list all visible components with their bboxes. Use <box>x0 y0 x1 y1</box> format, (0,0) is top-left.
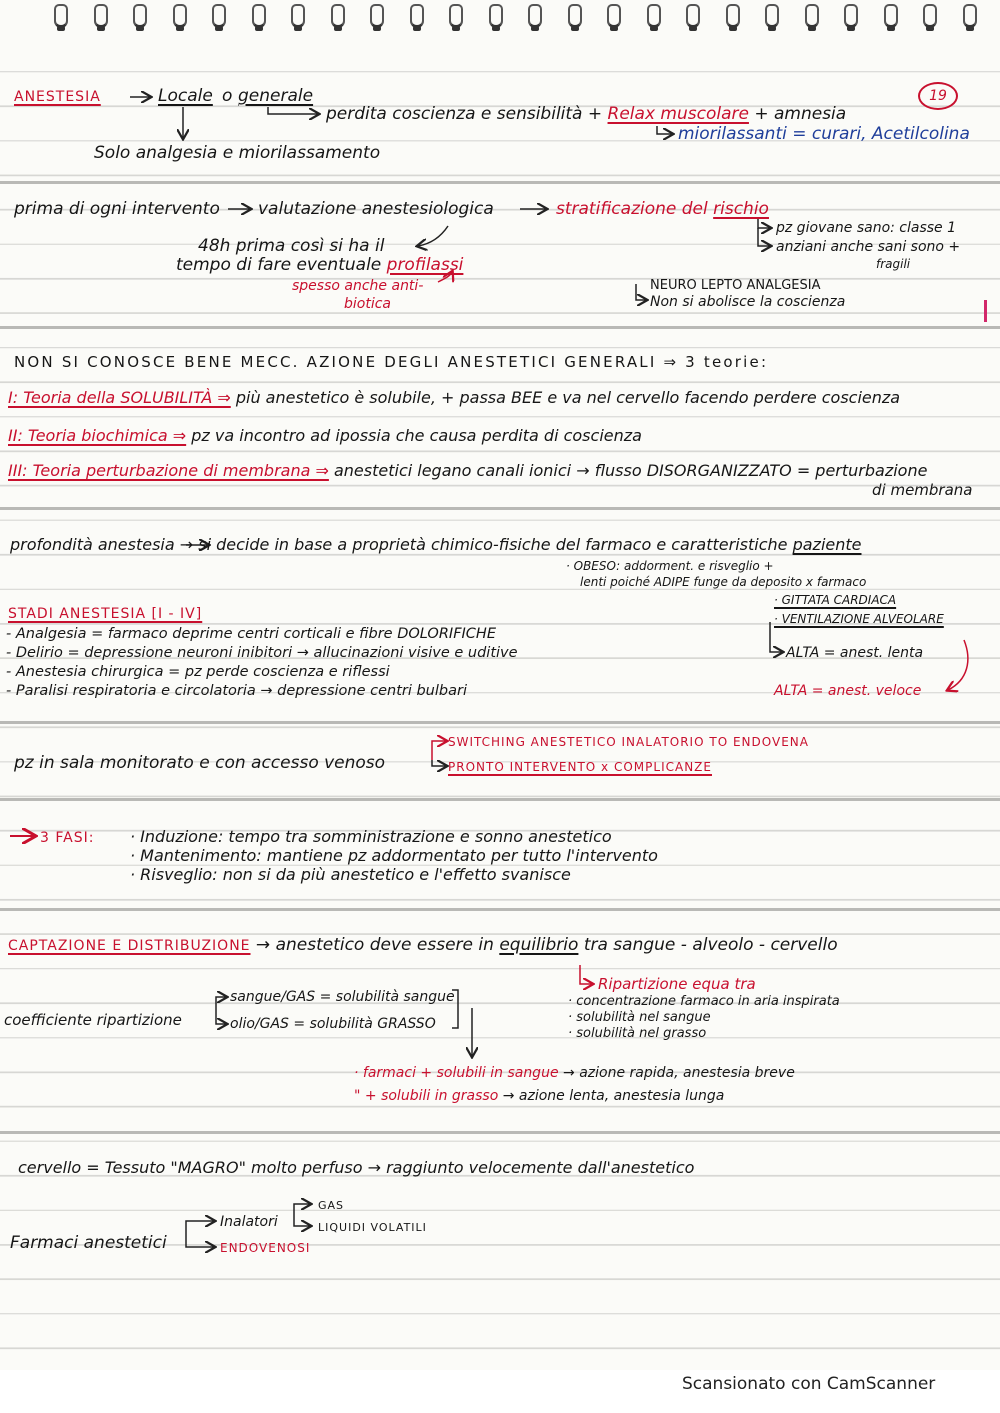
spiral-hole <box>492 26 500 31</box>
farmaci-solubili-sangue: · farmaci + solubili in sangue → azione rapida, anestesia breve <box>354 1065 795 1081</box>
captazione-line: CAPTAZIONE E DISTRIBUZIONE → anestetico deve essere in equilibrio tra sangue - alveolo - cervello <box>8 935 838 955</box>
fragili-note: fragili <box>876 257 911 271</box>
camscanner-footer: Scansionato con CamScanner <box>682 1374 936 1394</box>
list-item: - Anestesia chirurgica = pz perde coscienza e riflessi <box>6 664 390 680</box>
spiral-hole <box>136 26 144 31</box>
spiral-hole <box>610 26 618 31</box>
spiral-hole <box>768 26 776 31</box>
spiral-ring <box>568 4 582 28</box>
spiral-hole <box>294 26 302 31</box>
section-divider <box>0 1131 1000 1134</box>
spiral-ring <box>370 4 384 28</box>
cervello-text: cervello = Tessuto "MAGRO" molto perfuso → raggiunto velocemente dall'anestetico <box>18 1158 695 1177</box>
di-membrana-text: di membrana <box>872 481 973 499</box>
arrow-switching <box>432 741 446 760</box>
arrow-endovenosi <box>186 1242 214 1247</box>
arrow-miorilassanti <box>657 126 672 134</box>
spiral-ring <box>133 4 147 28</box>
48h-text: 48h prima così si ha il <box>198 236 385 256</box>
spiral-hole <box>650 26 658 31</box>
spiral-ring <box>607 4 621 28</box>
spiral-ring <box>923 4 937 28</box>
arrow-rischio-pz <box>758 219 770 228</box>
arrow-coeff-sangue <box>216 997 226 1018</box>
anziani-note: anziani anche sani sono + <box>776 239 961 255</box>
section-divider <box>0 798 1000 801</box>
spiral-hole <box>176 26 184 31</box>
farmaci-solubili-grasso: " + solubili in grasso → azione lenta, anestesia lunga <box>354 1088 725 1104</box>
generale-label: generale <box>238 86 314 106</box>
ripartizione-label: Ripartizione equa tra <box>598 975 756 993</box>
spiral-ring <box>963 4 977 28</box>
o-label: o <box>222 86 233 106</box>
spiral-ring <box>726 4 740 28</box>
section-divider <box>0 181 1000 184</box>
section-divider <box>0 721 1000 724</box>
pz-sala-text: pz in sala monitorato e con accesso venoso <box>14 753 386 773</box>
arrow-generale <box>268 107 318 114</box>
stadi-title: STADI ANESTESIA [I - IV] <box>8 606 203 622</box>
spiral-hole <box>887 26 895 31</box>
list-item: · solubilità nel sangue <box>568 1010 711 1025</box>
prima-text: prima di ogni intervento <box>14 199 220 219</box>
lenti-note: lenti poiché ADIPE funge da deposito x farmaco <box>580 575 867 589</box>
inalatori-label: Inalatori <box>220 1214 278 1230</box>
olio-gas-text: olio/GAS = solubilità GRASSO <box>230 1016 436 1032</box>
arrow-liquidi <box>294 1219 310 1226</box>
arrow-neuro <box>636 284 646 300</box>
pronto-intervento-note: PRONTO INTERVENTO x COMPLICANZE <box>448 760 712 774</box>
stratificazione-text: stratificazione del rischio <box>556 199 769 219</box>
spiral-hole <box>373 26 381 31</box>
spiral-hole <box>689 26 697 31</box>
gas-label: GAS <box>318 1199 345 1212</box>
arrow-coeff-olio <box>216 1018 226 1024</box>
spiral-ring <box>291 4 305 28</box>
arrow-pronto <box>432 760 446 766</box>
spiral-ring <box>331 4 345 28</box>
valutazione-text: valutazione anestesiologica <box>258 199 494 219</box>
spiral-hole <box>926 26 934 31</box>
arrow-gas <box>294 1204 310 1219</box>
spiral-ring <box>54 4 68 28</box>
solo-analgesia-text: Solo analgesia e miorilassamento <box>94 143 381 163</box>
list-item: - Delirio = depressione neuroni inibitori → allucinazioni visive e uditive <box>6 645 518 661</box>
biotica-note: biotica <box>344 296 391 312</box>
spiral-hole <box>452 26 460 31</box>
farmaci-anestetici-label: Farmaci anestetici <box>10 1233 167 1253</box>
ventilazione-note: · VENTILAZIONE ALVEOLARE <box>774 612 944 626</box>
non-si-abolisce-note: Non si abolisce la coscienza <box>650 294 846 310</box>
tempo-text: tempo di fare eventuale profilassi <box>176 255 464 275</box>
3-fasi-label: 3 FASI: <box>40 830 95 846</box>
anestesia-heading: ANESTESIA <box>14 89 101 105</box>
spiral-ring <box>252 4 266 28</box>
spiral-ring <box>647 4 661 28</box>
list-item: · Mantenimento: mantiene pz addormentato per tutto l'intervento <box>130 846 658 865</box>
list-item: - Analgesia = farmaco deprime centri corticali e fibre DOLORIFICHE <box>6 626 496 642</box>
alta-veloce-note: ALTA = anest. veloce <box>774 683 922 699</box>
spiral-hole <box>729 26 737 31</box>
spiral-ring <box>686 4 700 28</box>
sangue-gas-text: sangue/GAS = solubilità sangue <box>230 989 455 1005</box>
spiral-hole <box>215 26 223 31</box>
miorilassanti-note: miorilassanti = curari, Acetilcolina <box>678 124 970 144</box>
spiral-hole <box>57 26 65 31</box>
locale-label: Locale <box>158 86 213 106</box>
section-divider <box>0 326 1000 329</box>
teoria-perturbazione: III: Teoria perturbazione di membrana ⇒ anestetici legano canali ionici → flusso DISORGANIZZATO = perturbazione <box>8 461 928 480</box>
section-divider <box>0 507 1000 510</box>
liquidi-volatili-label: LIQUIDI VOLATILI <box>318 1221 427 1234</box>
spiral-ring <box>528 4 542 28</box>
arrow-inalatori <box>186 1221 214 1242</box>
spiral-hole <box>531 26 539 31</box>
spiral-hole <box>413 26 421 31</box>
spiral-binding <box>0 0 1000 34</box>
obeso-note: · OBESO: addorment. e risveglio + <box>566 559 774 573</box>
coefficiente-label: coefficiente ripartizione <box>4 1011 182 1029</box>
spiral-ring <box>94 4 108 28</box>
list-item: · concentrazione farmaco in aria inspirata <box>568 994 840 1009</box>
spiral-hole <box>97 26 105 31</box>
spiral-ring <box>805 4 819 28</box>
spesso-note: spesso anche anti- <box>292 278 424 294</box>
alta-lenta-note: ALTA = anest. lenta <box>786 645 924 661</box>
profondita-text: profondità anestesia → si decide in base a proprietà chimico-fisiche del farmaco e caratteristiche paziente <box>10 535 862 554</box>
arrow-alta-veloce <box>948 640 968 690</box>
arrow-ripartizione <box>580 965 592 984</box>
list-item: · Risveglio: non si da più anestetico e l'effetto svanisce <box>130 865 571 884</box>
page-number: 19 <box>918 82 958 110</box>
spiral-hole <box>847 26 855 31</box>
arrow-rischio-anziani <box>758 228 770 246</box>
switching-note: SWITCHING ANESTETICO INALATORIO TO ENDOVENA <box>448 735 809 749</box>
perdita-text: perdita coscienza e sensibilità + Relax muscolare + amnesia <box>326 104 847 124</box>
spiral-ring <box>410 4 424 28</box>
spiral-hole <box>966 26 974 31</box>
gittata-note: · GITTATA CARDIACA <box>774 593 897 607</box>
spiral-hole <box>571 26 579 31</box>
list-item: · solubilità nel grasso <box>568 1026 707 1041</box>
teorie-header: NON SI CONOSCE BENE MECC. AZIONE DEGLI ANESTETICI GENERALI ⇒ 3 teorie: <box>14 353 769 371</box>
spiral-ring <box>765 4 779 28</box>
list-item: - Paralisi respiratoria e circolatoria → depressione centri bulbari <box>6 683 467 699</box>
spiral-ring <box>173 4 187 28</box>
spiral-hole <box>808 26 816 31</box>
spiral-ring <box>489 4 503 28</box>
spiral-ring <box>212 4 226 28</box>
spiral-hole <box>334 26 342 31</box>
neuroleptoanalgesia-label: NEURO LEPTO ANALGESIA <box>650 278 821 293</box>
spiral-ring <box>844 4 858 28</box>
spiral-ring <box>884 4 898 28</box>
pz-giovane-note: pz giovane sano: classe 1 <box>776 220 957 236</box>
list-item: · Induzione: tempo tra somministrazione e sonno anestetico <box>130 827 612 846</box>
endovenosi-label: ENDOVENOSI <box>220 1241 311 1255</box>
spiral-ring <box>449 4 463 28</box>
section-divider <box>0 908 1000 911</box>
teoria-solubilita: I: Teoria della SOLUBILITÀ ⇒ più anestetico è solubile, + passa BEE e va nel cervello facendo perdere coscienza <box>8 388 901 407</box>
margin-mark <box>984 300 987 322</box>
arrow-48h <box>418 226 448 246</box>
spiral-hole <box>255 26 263 31</box>
teoria-biochimica: II: Teoria biochimica ⇒ pz va incontro ad ipossia che causa perdita di coscienza <box>8 426 642 445</box>
